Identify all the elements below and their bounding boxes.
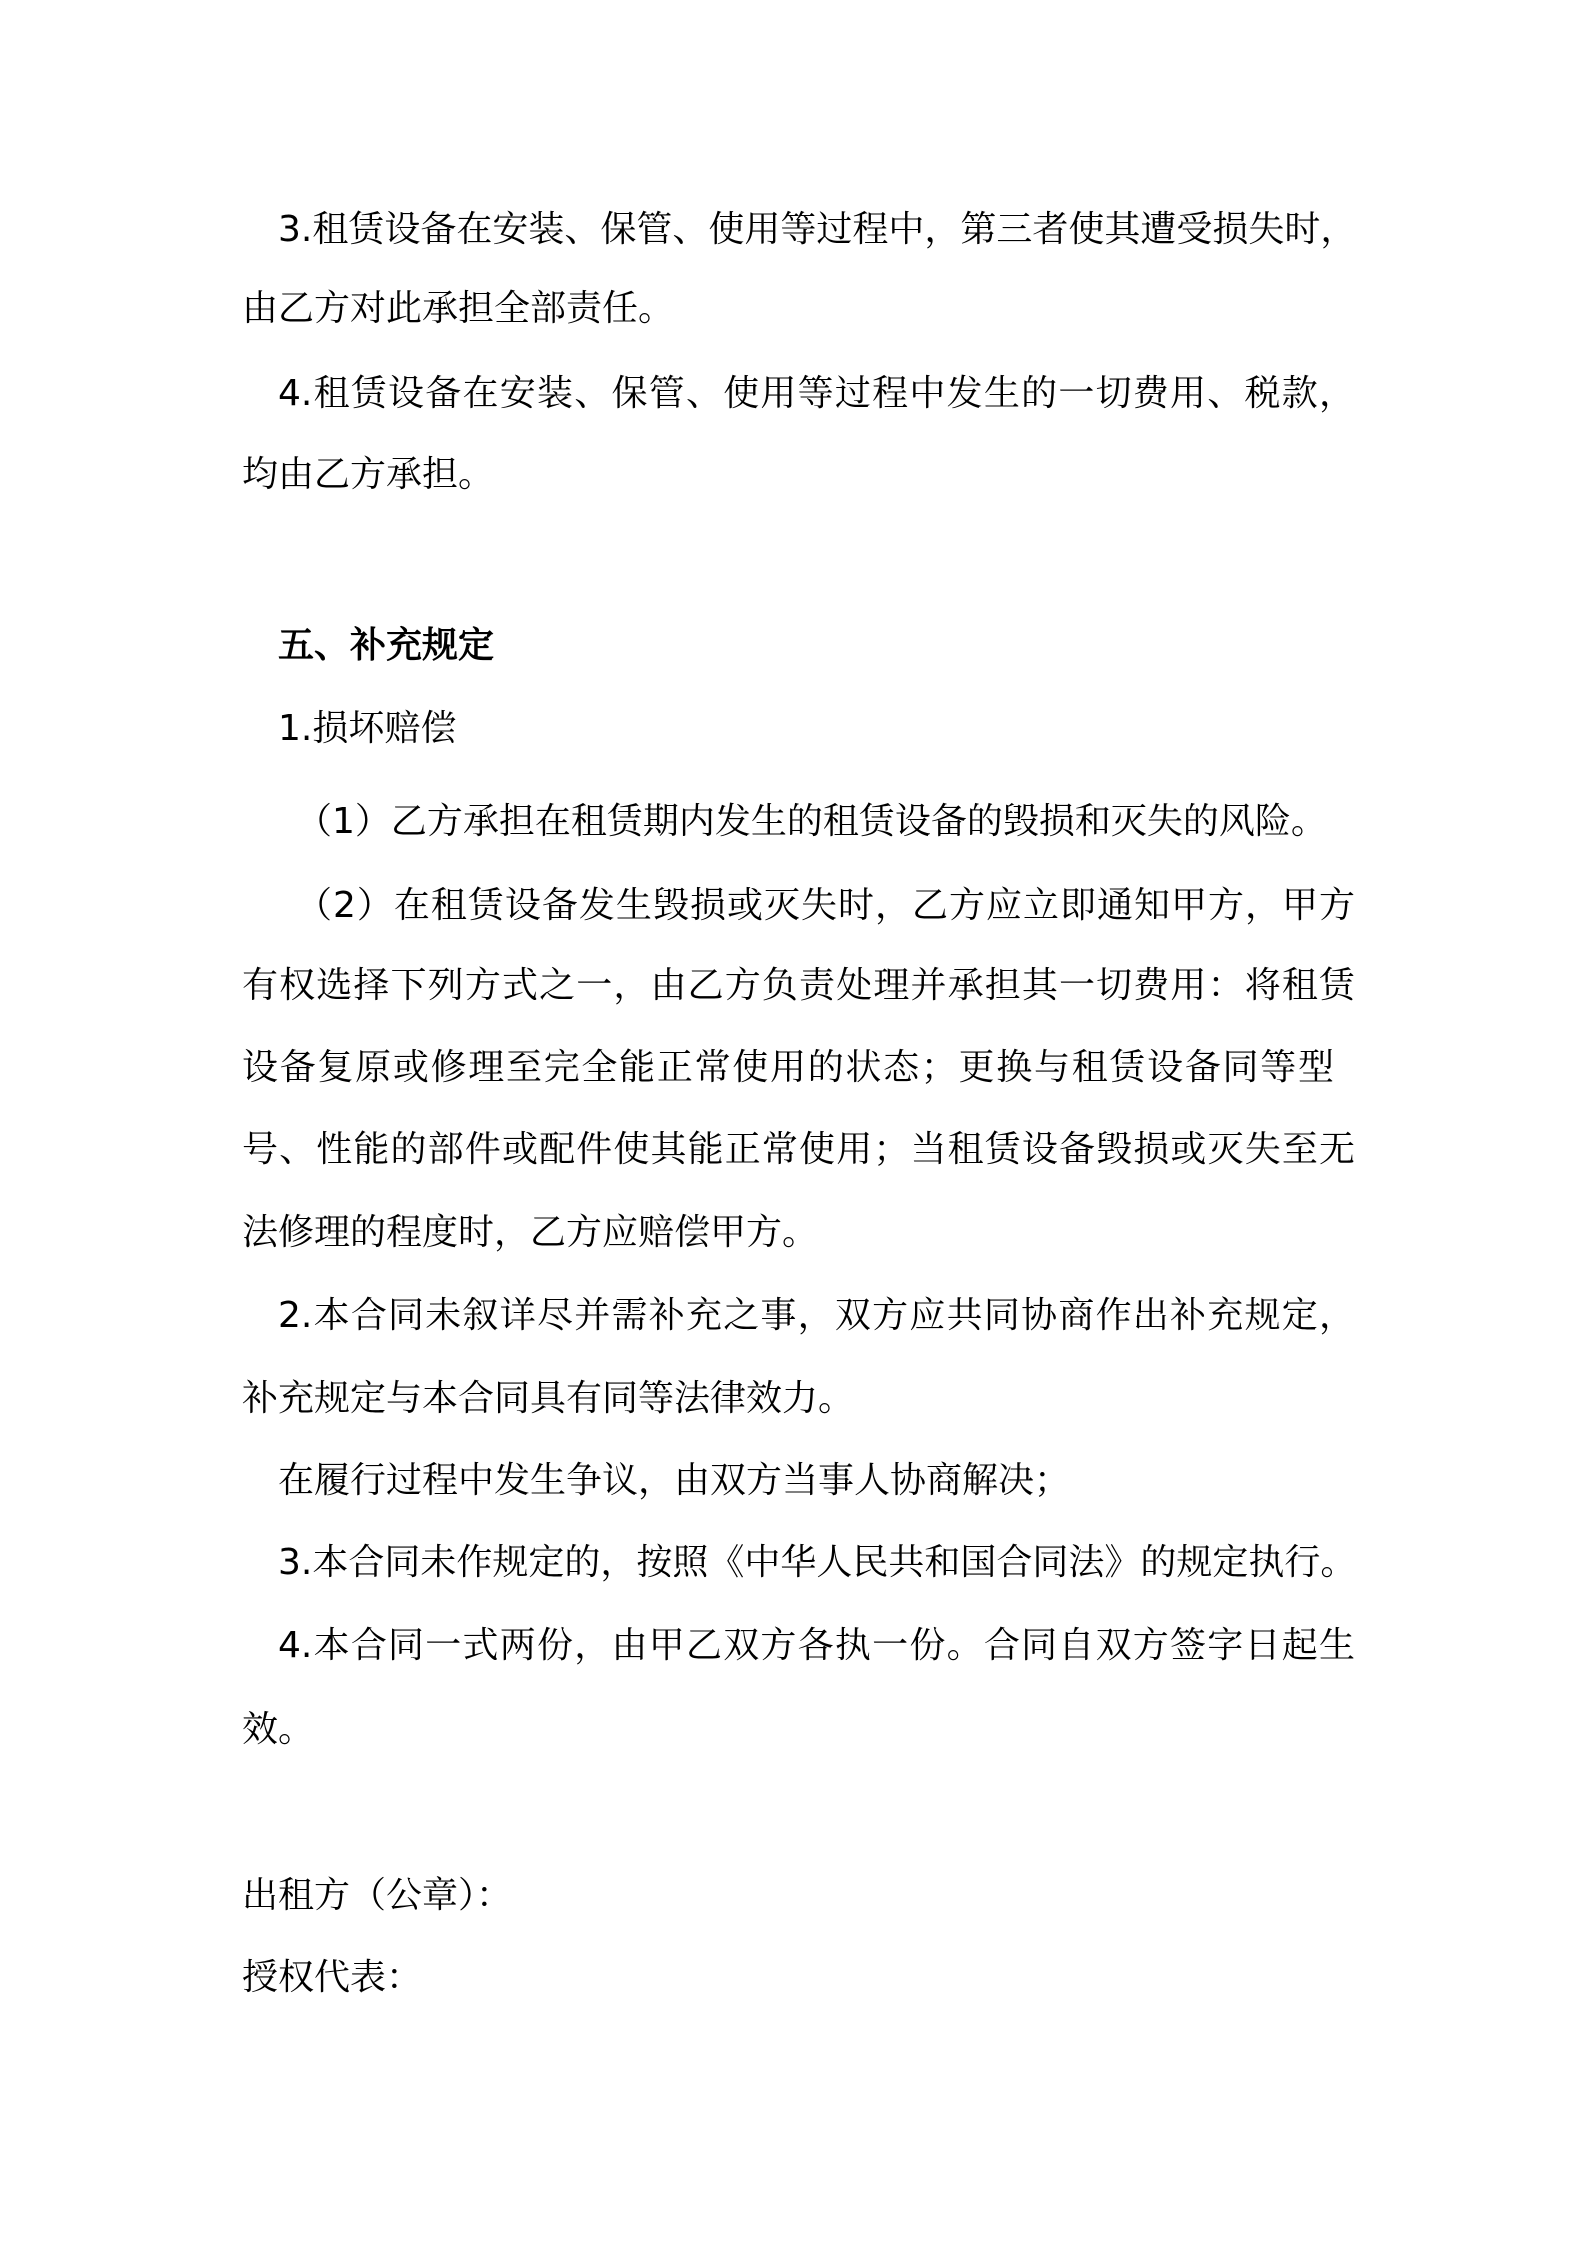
paragraph-line: 由乙方对此承担全部责任。: [242, 288, 675, 329]
paragraph-line: 均由乙方承担。: [242, 454, 495, 495]
paragraph-line: 法修理的程度时，乙方应赔偿甲方。: [242, 1212, 819, 1253]
paragraph-line: 设备复原或修理至完全能正常使用的状态；更换与租赁设备同等型: [242, 1047, 1334, 1088]
signature-representative-label: 授权代表：: [242, 1957, 423, 1998]
paragraph-line: 号、性能的部件或配件使其能正常使用；当租赁设备毁损或灭失至无: [242, 1129, 1355, 1170]
paragraph-line: 3.租赁设备在安装、保管、使用等过程中，第三者使其遭受损失时，: [278, 209, 1357, 250]
paragraph-line: 有权选择下列方式之一，由乙方负责处理并承担其一切费用：将租赁: [242, 965, 1355, 1006]
paragraph-line: 3.本合同未作规定的，按照《中华人民共和国合同法》的规定执行。: [278, 1542, 1357, 1583]
paragraph-line: 4.租赁设备在安装、保管、使用等过程中发生的一切费用、税款，: [278, 373, 1355, 414]
paragraph-line: 补充规定与本合同具有同等法律效力。: [242, 1378, 855, 1419]
section-heading: 五、补充规定: [278, 625, 495, 666]
list-item-heading: 1.损坏赔偿: [278, 708, 457, 749]
paragraph-line: （2）在租赁设备发生毁损或灭失时，乙方应立即通知甲方，甲方: [296, 885, 1355, 926]
paragraph-line: 2.本合同未叙详尽并需补充之事，双方应共同协商作出补充规定，: [278, 1295, 1355, 1336]
paragraph-line: 效。: [242, 1709, 315, 1750]
paragraph-line: 在履行过程中发生争议，由双方当事人协商解决；: [278, 1460, 1071, 1501]
paragraph-line: 4.本合同一式两份，由甲乙双方各执一份。合同自双方签字日起生: [278, 1625, 1355, 1666]
sub-list-item: （1）乙方承担在租赁期内发生的租赁设备的毁损和灭失的风险。: [296, 801, 1327, 842]
signature-lessor-label: 出租方（公章）：: [242, 1875, 513, 1916]
